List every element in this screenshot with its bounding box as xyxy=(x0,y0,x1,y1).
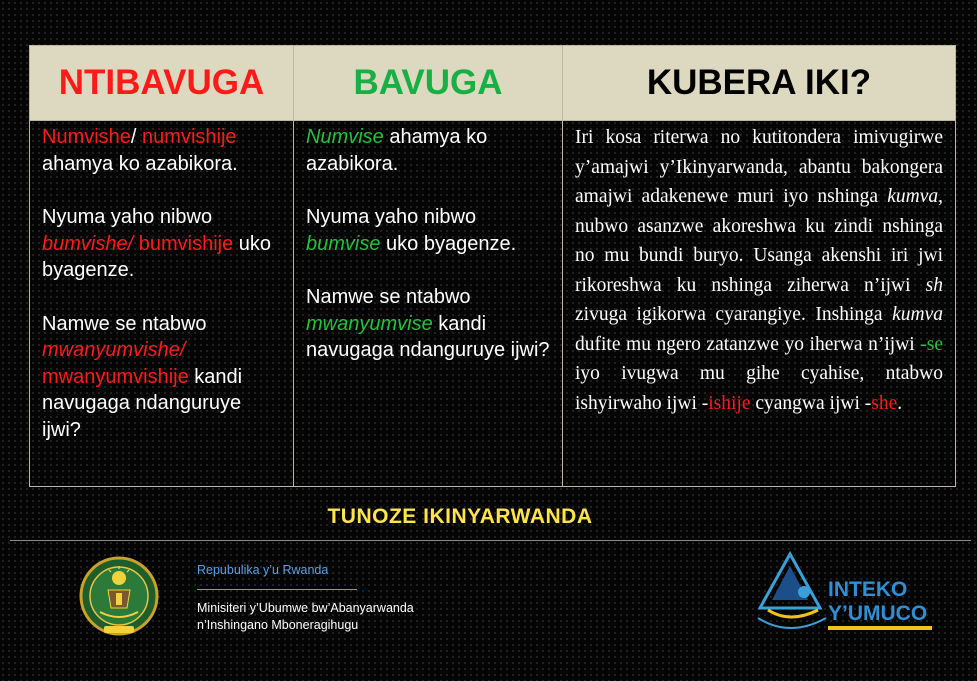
header-kubera-iki: KUBERA IKI? xyxy=(563,46,956,121)
republic-underline xyxy=(197,589,357,590)
ministry-name xyxy=(197,600,414,634)
text: dufite mu ngero zatanzwe yo iherwa n’ijwi xyxy=(575,333,921,355)
text: / xyxy=(130,126,143,148)
text: kandi navugaga ndanguruye ijwi? xyxy=(306,312,550,361)
text: uko byagenze. xyxy=(42,232,272,281)
text: Namwe se ntabwo xyxy=(306,286,471,308)
wrong-example-3 xyxy=(42,311,283,444)
republic-label: Repubulika y’u Rwanda xyxy=(197,563,329,577)
wrong-form: bumvishe/ xyxy=(42,232,134,255)
term: sh xyxy=(925,274,943,296)
wrong-form: mwanyumvishe/ xyxy=(42,339,186,361)
wrong-suffix: ishije xyxy=(708,392,751,414)
wrong-form: numvishije xyxy=(142,126,237,148)
text: Nyuma yaho nibwo xyxy=(306,206,477,228)
text: cyangwa ijwi - xyxy=(750,392,872,414)
text: ahamya ko azabikora. xyxy=(306,126,488,175)
text: kandi navugaga ndanguruye ijwi? xyxy=(42,365,243,441)
text: Nyuma yaho nibwo xyxy=(42,206,213,228)
ministry-line-2: n’Inshingano Mboneragihugu xyxy=(197,618,359,632)
text: zivuga igikorwa cyarangiye. Inshinga xyxy=(575,304,893,325)
wrong-form: Numvishe xyxy=(42,126,131,148)
footer-divider xyxy=(10,540,971,541)
term: kumva xyxy=(892,304,943,325)
term: kumva xyxy=(887,186,939,207)
correct-form: bumvise xyxy=(306,232,381,255)
comparison-table xyxy=(29,45,956,487)
column-explanation xyxy=(563,121,956,487)
logo-wordmark xyxy=(828,578,927,625)
text: , nubwo asanzwe akoreshwa ku zindi nshinga no mu bundi buryo. Usanga akenshi iri jwi rikoreshwa ku nshinga ziherwa n’ijwi xyxy=(575,186,943,296)
wrong-suffix: she xyxy=(871,392,898,414)
logo-underline xyxy=(828,626,932,630)
text: ahamya ko azabikora. xyxy=(42,152,238,175)
wrong-form: mwanyumvishije xyxy=(42,365,189,388)
text: uko byagenze. xyxy=(380,232,517,255)
text: iyo ivugwa mu gihe cyahise, ntabwo ishyirwaho ijwi - xyxy=(575,363,943,414)
correct-form: Numvise xyxy=(306,126,384,148)
tagline: TUNOZE IKINYARWANDA xyxy=(327,505,593,528)
correct-example-3 xyxy=(306,284,552,364)
correct-example-2 xyxy=(306,204,552,257)
text: . xyxy=(897,392,903,414)
text: Namwe se ntabwo xyxy=(42,312,207,335)
logo-line-1: INTEKO xyxy=(828,578,908,601)
wrong-example-2 xyxy=(42,204,283,284)
column-wrong-usage xyxy=(30,121,294,487)
ministry-line-1: Minisiteri y’Ubumwe bw’Abanyarwanda xyxy=(197,601,414,615)
rwanda-coat-of-arms-icon xyxy=(78,552,160,642)
header-ntibavuga: NTIBAVUGA xyxy=(30,46,294,121)
column-correct-usage xyxy=(294,121,563,487)
correct-example-1 xyxy=(306,124,552,177)
logo-line-2: Y’UMUCO xyxy=(828,602,928,625)
correct-suffix: -se xyxy=(920,333,943,355)
wrong-example-1 xyxy=(42,124,283,177)
correct-form: mwanyumvise xyxy=(306,312,433,335)
inteko-yumuco-logo-icon xyxy=(752,548,942,650)
header-bavuga: BAVUGA xyxy=(294,46,563,121)
wrong-form: bumvishije xyxy=(138,232,234,255)
text: Iri kosa riterwa no kutitondera imivugirwe y’amajwi y’Ikinyarwanda, abantu bakongera amajwi adakenewe muri iyo nshinga xyxy=(575,127,943,207)
